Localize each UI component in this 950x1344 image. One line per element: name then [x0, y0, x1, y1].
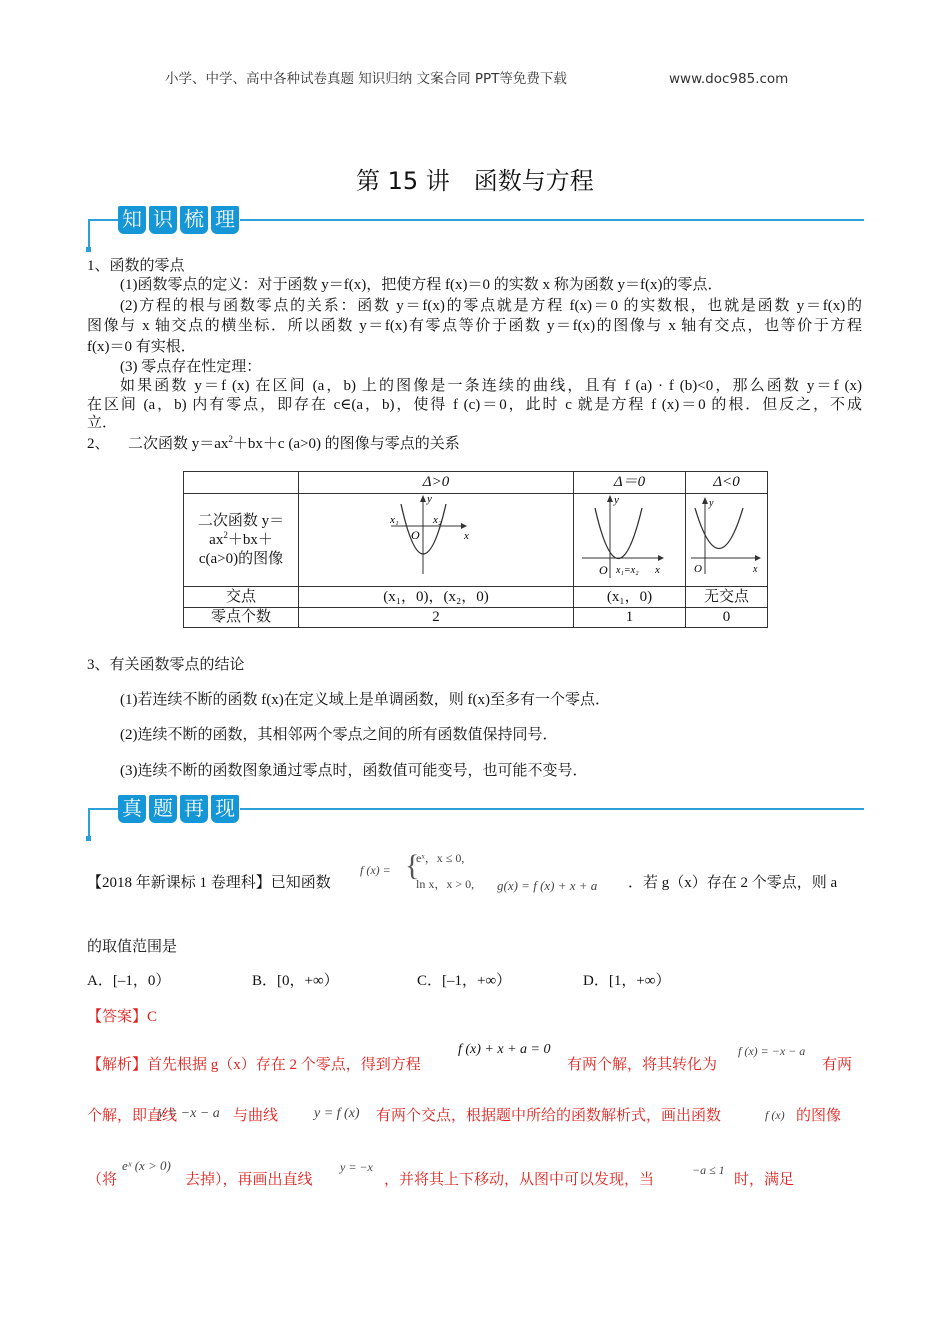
zero-count-value: 0: [686, 608, 768, 628]
banner-char: 识: [149, 206, 177, 234]
formula-case2: ln x，x > 0,: [416, 877, 475, 891]
svg-text:y: y: [613, 494, 619, 506]
parabola-one-root-graph: [580, 494, 680, 580]
svg-text:O: O: [411, 528, 420, 542]
graph-no-root: [686, 494, 768, 587]
svg-text:y: y: [708, 498, 713, 509]
svg-text:O: O: [693, 563, 702, 575]
zero-count-value: 2: [299, 608, 574, 628]
conclusion-item: (1)若连续不断的函数 f(x)在定义域上是单调函数，则 f(x)至多有一个零点．: [120, 692, 610, 708]
banner-char: 再: [180, 795, 208, 823]
svg-text:O: O: [598, 563, 608, 577]
quadratic-zeros-table: [183, 471, 768, 628]
intersect-value: (x₁，0): [574, 587, 686, 608]
text-line: 在区间 (a，b) 内有零点，即存在 c∈(a，b)，使得 f (c)＝0，此时 c 就是方程 f (x)＝0 的根．但反之，不成: [87, 397, 862, 413]
answer: 【答案】C: [87, 1009, 158, 1025]
conclusion-item: (3)连续不断的函数图象通过零点时，函数值可能变号，也可能不变号．: [120, 763, 588, 779]
parabola-two-roots-graph: [386, 494, 486, 580]
parabola-no-root-graph: [689, 494, 765, 580]
svg-text:x₁=x₂: x₁=x₂: [615, 565, 639, 576]
svg-text:x: x: [464, 530, 469, 542]
header-site-link[interactable]: www.doc985.com: [669, 71, 789, 87]
header-text: 小学、中学、高中各种试卷真题 知识归纳 文案合同 PPT等免费下载: [165, 71, 567, 87]
header-delta-negative: Δ<0: [686, 472, 768, 494]
formula-gx: g(x) = f (x) + x + a: [497, 878, 598, 893]
option-a[interactable]: A．[–1，0）: [87, 973, 171, 989]
zero-count-value: 1: [574, 608, 686, 628]
problem-line2: 的取值范围是: [87, 939, 178, 955]
zero-count-label: 零点个数: [184, 608, 299, 628]
option-d[interactable]: D．[1，+∞）: [583, 973, 671, 989]
problem-source: 【2018 年新课标 1 卷理科】已知函数: [87, 875, 331, 891]
graph-two-roots: [299, 494, 574, 587]
formula-case1: eˣ，x ≤ 0,: [416, 851, 465, 865]
header-delta-zero: Δ＝0: [574, 472, 686, 494]
problem-tail: ．若 g（x）存在 2 个零点，则 a: [628, 875, 838, 891]
text-line: f(x)＝0 有实根．: [87, 339, 196, 355]
banner-char: 理: [211, 206, 239, 234]
page-title: 第 15 讲 函数与方程: [356, 167, 594, 195]
graph-one-root: [574, 494, 686, 587]
document-page: 小学、中学、高中各种试卷真题 知识归纳 文案合同 PPT等免费下载 www.doc985.com 第 15 讲 函数与方程 知 识 梳 理 1、函数的零点 (1)函数零点的定义：对于函数 y＝f(x)，把使方程 f(x)＝0 的实数 x 称为函数 y＝f(x)的零点． (2)方程的根与函数零点的关系：函数 y＝f(x)的零点就是方程 f(x)＝0 的实数根，也就是函数 y＝f(x)的 图像与 x 轴交点的横坐标．所以函数 y＝f(x)有零点等价于函数 y＝f(x)的图像与 x 轴有交点，也等价于方程 f(x)＝0 有实根． (3) 零点存在性定理： 如果函数 y＝f (x) 在区间 (a，b) 上的图像是一条连续的曲线，且有 f (a) · f (b)<0，那么函数 y＝f (x) 在区间 (a，b) 内有零点，即存在 c∈(a，b)，使得 f (c)＝0，此时 c 就是方程 f (x)＝0 的根．但反之，不成 立． 2、 二次函数 $y=ax^2+bx+c$ (a>0) 的图像与零点的关系 Δ>0 Δ＝0 Δ<0 二次函数 y＝ $ax^2+bx+$ c(a>0)的图像 y x O x₁ x₂ y O x₁=x₂ x y O x 交点 (x₁，0)，(x₂，0) (x₁，0) 无交点 零点个数 2 1 0 3、有关函数零点的结论 (1)若连续不断的函数 f(x)在定义域上是单调函数，则 f(x)至多有一个零点． (2)连续不断的函数，其相邻两个零点之间的所有函数值保持同号． (3)连续不断的函数图象通过零点时，函数值可能变号，也可能不变号． 真 题 再 现 【2018 年新课标 1 卷理科】已知函数 f (x) = { eˣ，x ≤ 0, ln x，x > 0, g(x) = f (x) + x + a ．若 g（x）存在 2 个零点，则 a 的取值范围是 A．[–1，0） B．[0，+∞） C．[–1，+∞） D．[1，+∞） 【答案】C 【解析】首先根据 g（x）存在 2 个零点，得到方程 f (x) + x + a = 0 有两个解，将其转化为 f (x) = −x − a 有两 个解，即直线 y = −x − a 与曲线 y = f (x) 有两个交点，根据题中所给的函数解析式，画出函数 f (x) 的图像 （将 eˣ (x > 0) 去掉），再画出直线 y = −x ，并将其上下移动，从图中可以发现，当 −a ≤ 1 时，满足: [0, 0, 950, 1344]
intersect-label: 交点: [184, 587, 299, 608]
banner-char: 知: [118, 206, 146, 234]
banner-char: 题: [149, 795, 177, 823]
banner-char: 真: [118, 795, 146, 823]
section3-heading: 3、有关函数零点的结论: [87, 657, 245, 673]
option-c[interactable]: C．[–1，+∞）: [417, 973, 512, 989]
graph-row-label: 二次函数 y＝ $ax^2+bx+$ c(a>0)的图像: [184, 494, 299, 587]
section2-heading: 二次函数 $y=ax^2+bx+c$ (a>0) 的图像与零点的关系: [128, 434, 460, 452]
text-line: 如果函数 y＝f (x) 在区间 (a，b) 上的图像是一条连续的曲线，且有 f (a) · f (b)<0，那么函数 y＝f (x): [120, 378, 862, 394]
svg-text:x: x: [654, 564, 660, 576]
banner-char: 现: [211, 795, 239, 823]
text-line: (3) 零点存在性定理：: [120, 359, 262, 375]
section2-number: 2、: [87, 436, 110, 452]
text-line: (1)函数零点的定义：对于函数 y＝f(x)，把使方程 f(x)＝0 的实数 x 称为函数 y＝f(x)的零点．: [120, 277, 723, 293]
header-delta-positive: Δ>0: [299, 472, 574, 494]
svg-text:y: y: [427, 494, 432, 505]
text-line: 立．: [87, 415, 118, 431]
conclusion-item: (2)连续不断的函数，其相邻两个零点之间的所有函数值保持同号．: [120, 727, 558, 743]
formula-fx: f (x) =: [360, 863, 391, 877]
text-line: 图像与 x 轴交点的横坐标．所以函数 y＝f(x)有零点等价于函数 y＝f(x)的图像与 x 轴有交点，也等价于方程: [87, 318, 862, 334]
svg-text:x₂: x₂: [433, 514, 442, 526]
svg-text:x: x: [752, 564, 757, 575]
text-line: (2)方程的根与函数零点的关系：函数 y＝f(x)的零点就是方程 f(x)＝0 的实数根，也就是函数 y＝f(x)的: [120, 298, 862, 314]
intersect-value: (x₁，0)，(x₂，0): [299, 587, 574, 608]
section1-heading: 1、函数的零点: [87, 258, 185, 274]
intersect-value: 无交点: [686, 587, 768, 608]
option-b[interactable]: B．[0，+∞）: [252, 973, 339, 989]
svg-text:x₁: x₁: [390, 514, 399, 526]
banner-char: 梳: [180, 206, 208, 234]
